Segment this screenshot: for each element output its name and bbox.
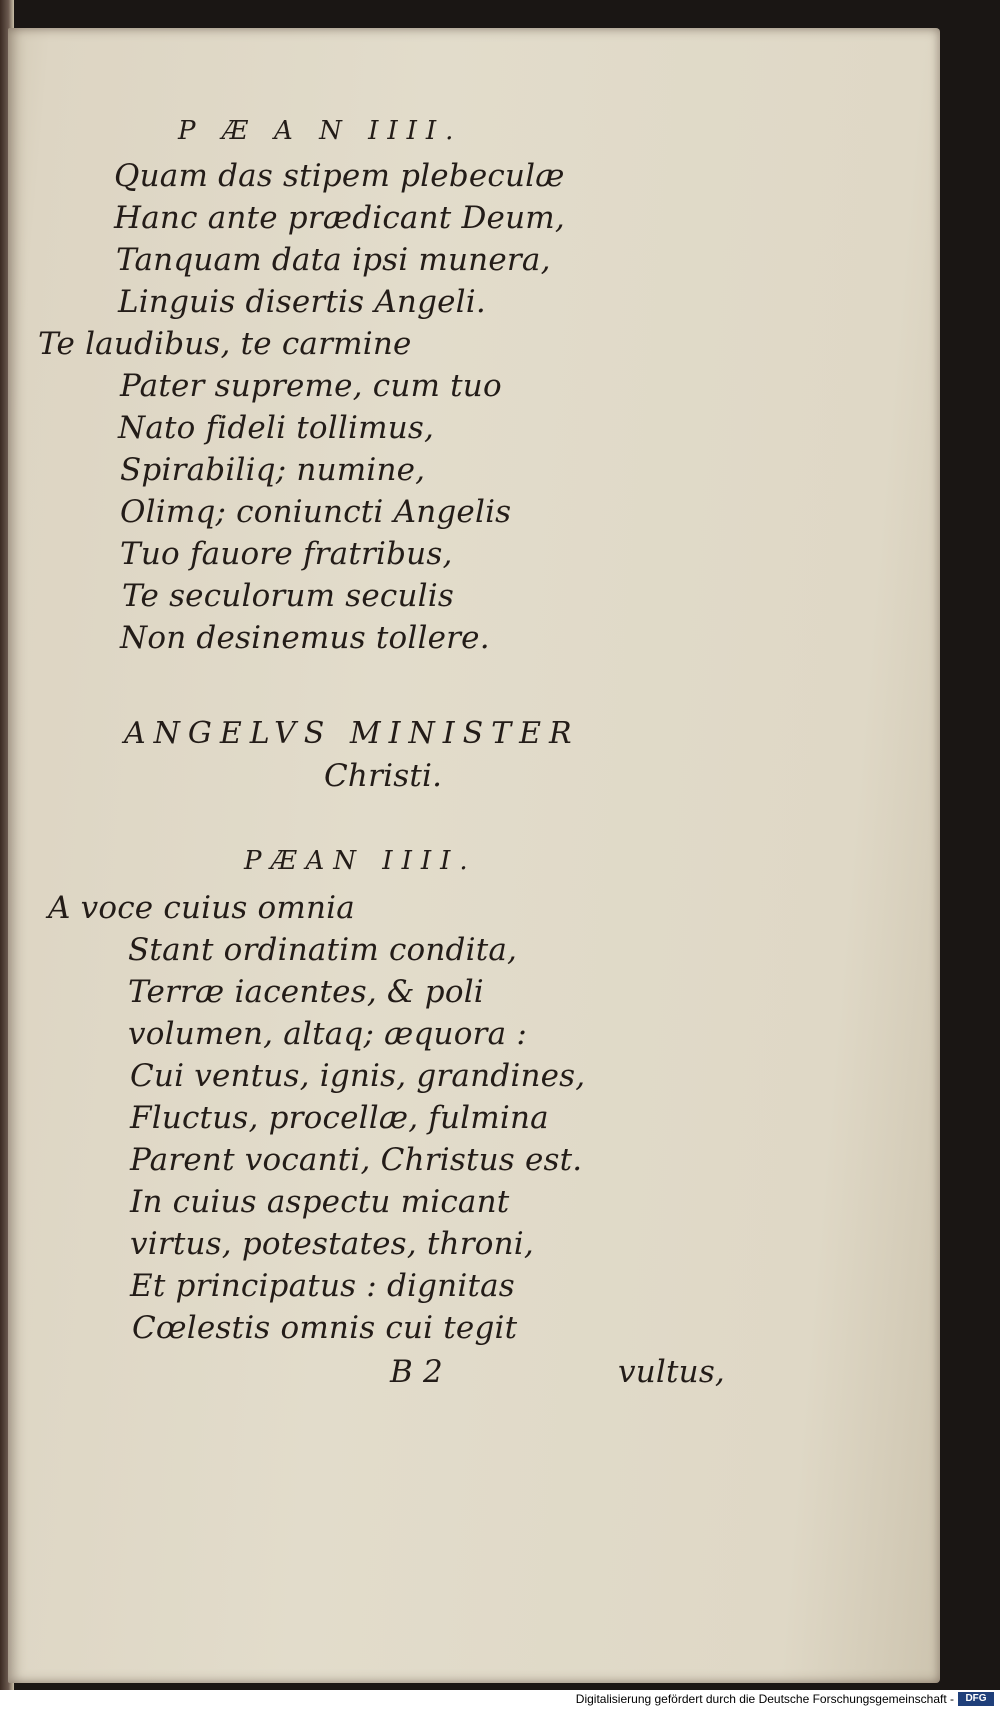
verse-line: virtus, potestates, throni,: [130, 1226, 534, 1262]
running-head: P Æ A N IIII.: [178, 116, 463, 146]
catchword: vultus,: [618, 1354, 725, 1390]
verse-line: volumen, altaq; æquora :: [128, 1016, 527, 1052]
verse-line: Fluctus, procellæ, fulmina: [130, 1100, 549, 1136]
section-title: ANGELVS MINISTER: [124, 716, 580, 751]
verse-line: Te seculorum seculis: [122, 578, 454, 614]
verse-line: Quam das stipem plebeculæ: [114, 158, 565, 194]
verse-line: Te laudibus, te carmine: [38, 326, 412, 362]
verse-line: Stant ordinatim condita,: [128, 932, 518, 968]
verse-line: Terræ iacentes, & poli: [128, 974, 484, 1010]
verse-line: Pater supreme, cum tuo: [120, 368, 502, 404]
verse-line: Parent vocanti, Christus est.: [130, 1142, 583, 1178]
section-subtitle: Christi.: [324, 758, 443, 794]
verse-line: Cœlestis omnis cui tegit: [132, 1310, 518, 1346]
signature-mark: B 2: [390, 1354, 443, 1390]
verse-line: Spirabiliq; numine,: [120, 452, 426, 488]
verse-line: Tanquam data ipsi munera,: [116, 242, 551, 278]
book-page: [8, 28, 940, 1683]
verse-line: Cui ventus, ignis, grandines,: [130, 1058, 586, 1094]
verse-line: Et principatus : dignitas: [130, 1268, 515, 1304]
verse-line: Linguis disertis Angeli.: [118, 284, 486, 320]
verse-line: Hanc ante prædicant Deum,: [114, 200, 565, 236]
verse-line: A voce cuius omnia: [48, 890, 355, 926]
verse-line: Non desinemus tollere.: [120, 620, 490, 656]
digitization-credit: Digitalisierung gefördert durch die Deutsche Forschungsgemeinschaft -: [575, 1692, 954, 1706]
verse-line: Olimq; coniuncti Angelis: [120, 494, 512, 530]
dfg-logo: DFG: [958, 1692, 994, 1706]
verse-line: Nato fideli tollimus,: [118, 410, 435, 446]
verse-line: In cuius aspectu micant: [130, 1184, 510, 1220]
section-subheading: PÆAN IIII.: [244, 846, 477, 876]
verse-line: Tuo fauore fratribus,: [120, 536, 453, 572]
